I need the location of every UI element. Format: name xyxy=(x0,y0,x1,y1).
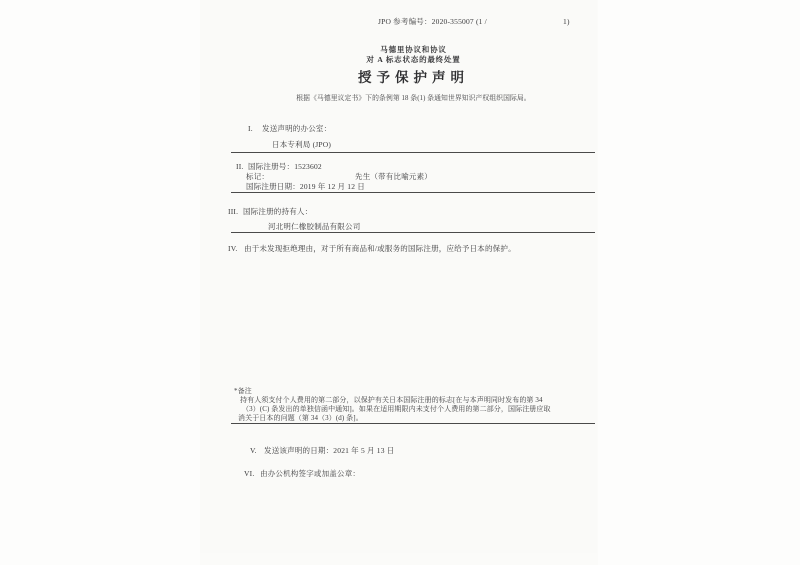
remarks-title: *备注 xyxy=(234,387,252,395)
remarks-line-3: 消关于日本的问题（第 34（3）(d) 条]。 xyxy=(238,414,363,422)
section1-number: I. xyxy=(248,124,253,133)
section4-number: IV. xyxy=(228,244,238,253)
section6-text: 由办公机构签字或加盖公章： xyxy=(260,469,361,478)
jpo-reference-number: JPO 参考编号：2020-355007 (1 / xyxy=(378,17,487,26)
section1-value-office: 日本专利局 (JPO) xyxy=(272,140,332,149)
rule-section2 xyxy=(231,192,595,193)
section4-text: 由于未发现拒绝理由，对于所有商品和/或服务的国际注册，应给予日本的保护。 xyxy=(244,244,516,253)
section3-value-holder: 河北明仁橡胶制品有限公司 xyxy=(268,222,361,231)
section2-number: II. xyxy=(236,162,244,171)
scanner-background-left xyxy=(0,0,200,565)
section5-text: 发送该声明的日期：2021 年 5 月 13 日 xyxy=(264,446,395,455)
rule-section3 xyxy=(231,232,595,233)
scanner-background-right xyxy=(598,0,800,565)
section2-registration-date: 国际注册日期：2019 年 12 月 12 日 xyxy=(246,182,365,191)
rule-section1 xyxy=(231,152,595,153)
heading-line2: 对 A 标志状态的最终处置 xyxy=(366,55,461,64)
section2-mark-label: 标记： xyxy=(246,172,270,181)
section2-registration-number: 国际注册号：1523602 xyxy=(248,162,322,171)
remarks-line-1: 持有人须支付个人费用的第二部分，以保护有关日本国际注册的标志[在与本声明同时发布的第 34 xyxy=(240,396,543,404)
section2-mark-value: 先生（带有比喻元素） xyxy=(355,172,432,181)
section5-number: V. xyxy=(250,446,257,455)
document-subtitle: 根据《马德里议定书》下的条例第 18 条(1) 条通知世界知识产权组织国际局。 xyxy=(296,95,531,102)
document-title: 授予保护声明 xyxy=(358,70,469,85)
heading-line1: 马德里协议和协议 xyxy=(380,45,447,54)
section1-label: 发送声明的办公室： xyxy=(262,124,332,133)
jpo-reference-page: 1) xyxy=(563,17,570,26)
section6-number: VI. xyxy=(244,469,255,478)
section3-number: III. xyxy=(228,207,239,216)
rule-remarks xyxy=(231,423,595,424)
section3-label: 国际注册的持有人： xyxy=(243,207,313,216)
remarks-line-2: （3）(C) 条发出的单独信函中通知]。如果在适用期限内未支付个人费用的第二部分，国际注册应取 xyxy=(242,405,551,413)
